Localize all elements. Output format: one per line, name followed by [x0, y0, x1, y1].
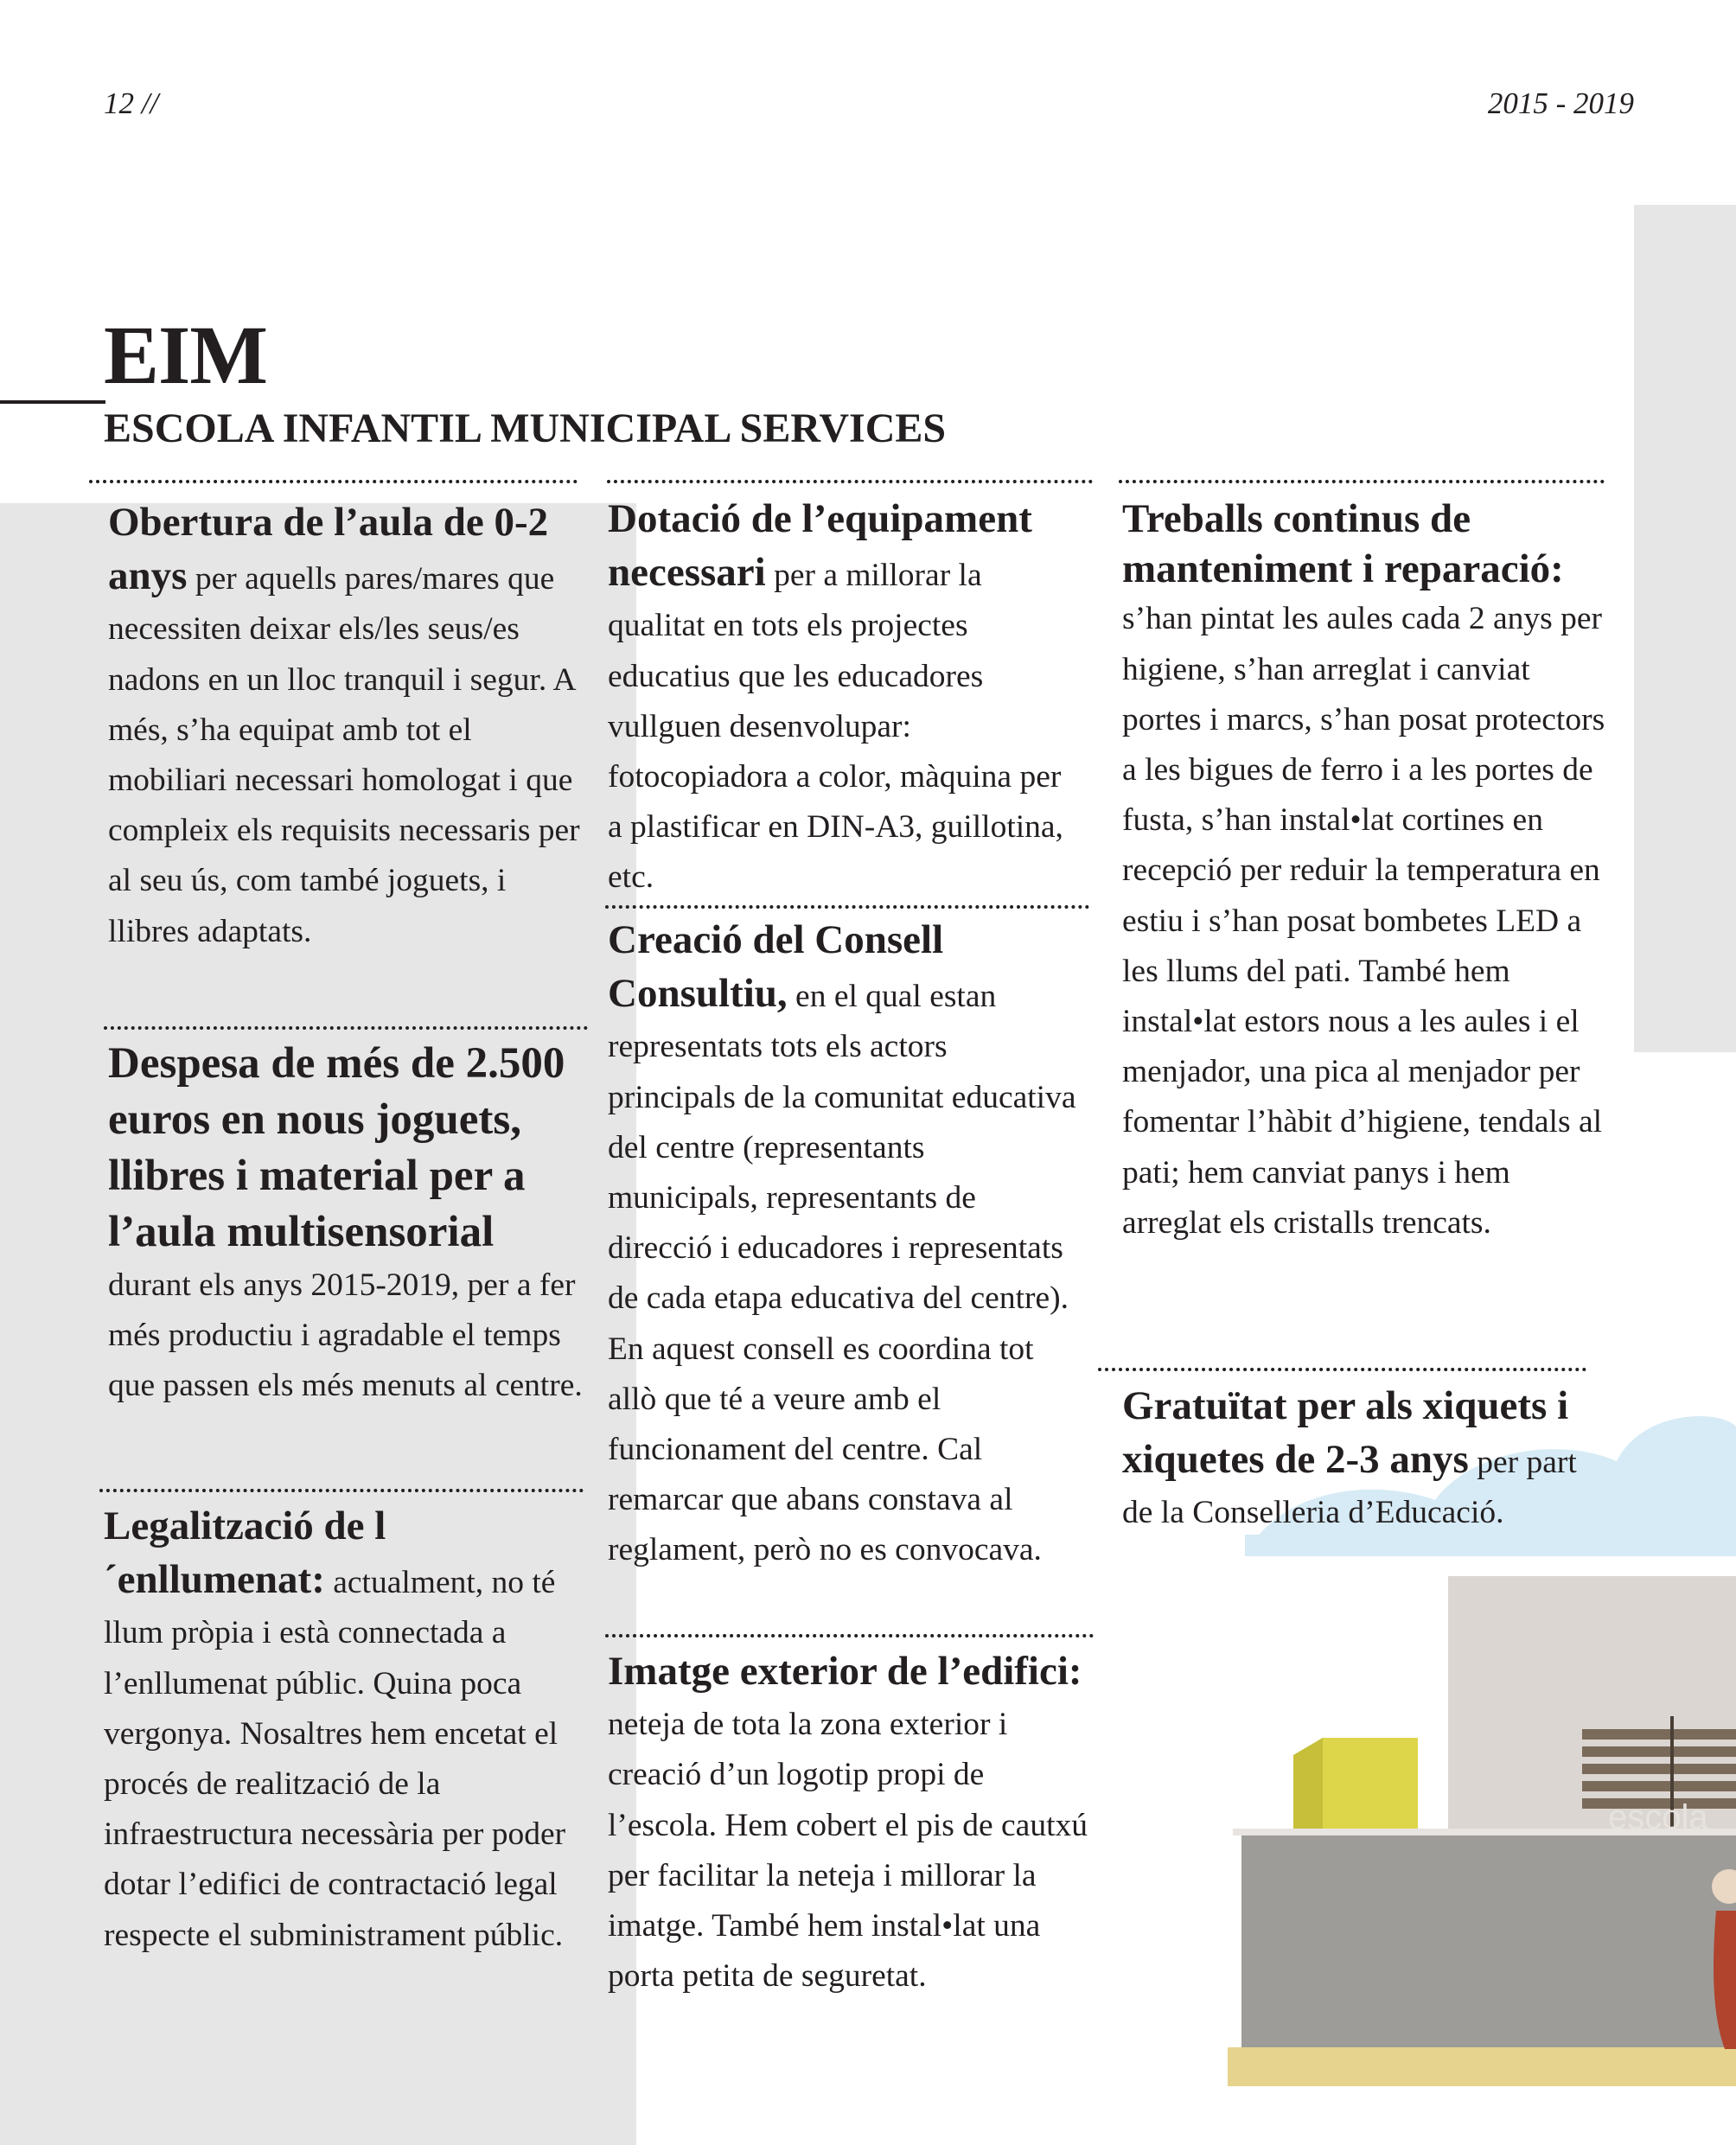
col3-item-2-lead: Gratuïtat per als xiquets i xiquetes de 2-3 anys: [1122, 1383, 1569, 1483]
col2-item-3: [608, 1646, 1096, 2001]
school-building-icon: [1228, 1576, 1736, 2086]
col2-item-1-body: per a millorar la qualitat en tots els projectes educatius que les educadores vullguen desenvolupar: fotocopiadora a color, màquina per a plastificar en DIN-A3, guillotina, etc.: [608, 558, 1063, 896]
page-subtitle: ESCOLA INFANTIL MUNICIPAL SERVICES: [104, 405, 947, 451]
col3-item-1-lead: Treballs continus de manteniment i reparació:: [1122, 496, 1564, 592]
col3-item-2-body: per part de la Conselleria d’Educació.: [1122, 1445, 1577, 1531]
col2-item-3-body: neteja de tota la zona exterior i creació d’un logotip propi de l’escola. Hem cobert el pis de cautxú per facilitar la neteja i millorar la imatge. També hem instal•lat una porta petita de seguretat.: [608, 1707, 1088, 1995]
col1-item-3-lead: Legalització de l´enllumenat:: [104, 1503, 386, 1603]
col1-item-1: [108, 497, 592, 957]
column-1-top-separator: [89, 480, 578, 483]
col2-item-1: [608, 494, 1079, 903]
col2-item-2-body: en el qual estan representats tots els actors principals de la comunitat educativa del centre (representants municipals, representants de direcció i educadores i representats de cada etapa educativa del centre). En aquest consell es coordina tot allò que té a veure amb el funcionament del centre. Cal remarcar que abans constava al reglament, però no es convocava.: [608, 979, 1076, 1568]
col1-item-2-lead: Despesa de més de 2.500 euros en nous joguets, llibres i material per a l’aula multisensorial: [108, 1039, 565, 1256]
column-3-top-separator: [1119, 480, 1605, 483]
page-years: 2015 - 2019: [1487, 86, 1634, 120]
sign-text: escola: [1608, 1798, 1708, 1836]
column-2-separator-1: [605, 905, 1089, 909]
col2-item-1-lead: Dotació de l’equipament necessari: [608, 496, 1032, 596]
title-rule: [0, 400, 105, 404]
col3-item-1: [1122, 494, 1606, 1248]
col1-item-2: [108, 1036, 597, 1412]
page-number: 12 //: [104, 86, 159, 120]
col2-item-3-lead: Imatge exterior de l’edifici:: [608, 1649, 1082, 1694]
col2-item-2-lead: Creació del Consell Consultiu,: [608, 917, 944, 1017]
right-edge-panel: [1634, 205, 1736, 1052]
col1-item-3-body: actualment, no té llum pròpia i està connectada a l’enllumenat públic. Quina poca vergonya. Nosaltres hem encetat el procés de realització de la infraestructura necessària per poder dotar l’edifici de contractació legal respecte el subministrament públic.: [104, 1565, 566, 1953]
column-1-separator-1: [104, 1026, 588, 1030]
column-2-top-separator: [607, 480, 1093, 483]
column-1-separator-2: [99, 1489, 584, 1492]
column-2-separator-2: [605, 1634, 1094, 1637]
col2-item-2: [608, 915, 1079, 1576]
col1-item-1-body: per aquells pares/mares que necessiten deixar els/les seus/es nadons en un lloc tranquil i segur. A més, s’ha equipat amb tot el mobiliari necessari homologat i que compleix els requisits necessaris per al seu ús, com també joguets, i llibres adaptats.: [108, 561, 580, 949]
col1-item-1-lead: Obertura de l’aula de 0-2 anys: [108, 500, 549, 599]
col1-item-2-body: durant els anys 2015-2019, per a fer més productiu i agradable el temps que passen els més menuts al centre.: [108, 1267, 583, 1404]
page-title: EIM: [104, 309, 267, 401]
col3-item-2: [1122, 1381, 1611, 1539]
col1-item-3: [104, 1501, 575, 1961]
col3-item-1-body: s’han pintat les aules cada 2 anys per higiene, s’han arreglat i canviat portes i marcs, s’han posat protectors a les bigues de ferro i a les portes de fusta, s’han instal•lat cortines en recepció per reduir la temperatura en estiu i s’han posat bombetes LED a les llums del pati. També hem instal•lat estors nous a les aules i el menjador, una pica al menjador per fomentar l’hàbit d’higiene, tendals al pati; hem canviat panys i hem arreglat els cristalls trencats.: [1122, 601, 1605, 1241]
